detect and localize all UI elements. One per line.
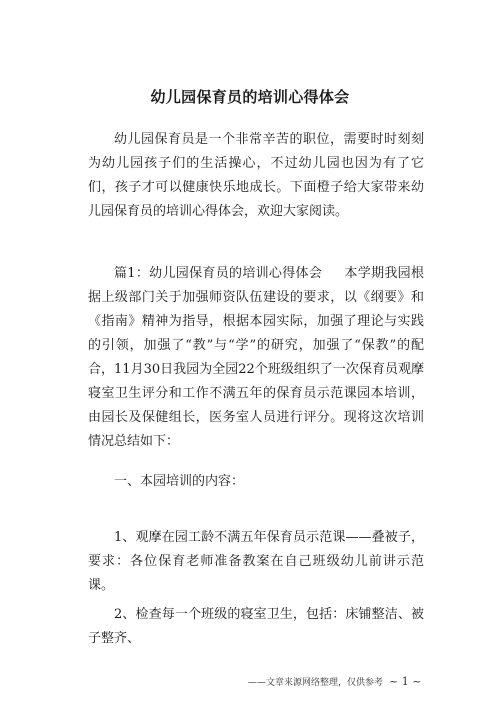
page-number: ~ 1 ~ — [389, 675, 422, 688]
footer-source-note: ——文章来源网络整理，仅供参考 — [248, 678, 384, 688]
section-paragraph — [88, 262, 424, 454]
page-footer — [248, 675, 468, 688]
intro-paragraph: 幼儿园保育员是一个非常辛苦的职位，需要时时刻刻为幼儿园孩子们的生活操心，不过幼儿园也因为有了它们，孩子才可以健康快乐地成长。下面橙子给大家带来幼儿园保育员的培训心得体会，欢迎大家阅读。 — [88, 132, 424, 219]
section-body: 本学期我园根据上级部门关于加强师资队伍建设的要求，以《纲要》和《指南》精神为指导，根据本园实际，加强了理论与实践的引领，加强了“教”与“学”的研究，加强了“保教”的配合，11月30日我园为全园22个班级组织了一次保育员观摩寝室卫生评分和工作不满五年的保育员示范课园本培训，由园长及保健组长，医务室人员进行评分。现将这次培训情况总结如下： — [88, 266, 424, 449]
item-heading: 一、本园培训的内容： — [114, 474, 245, 489]
list-item-2: 2、检查每一个班级的寝室卫生，包括：床铺整洁、被子整齐、 — [88, 607, 424, 646]
document-title: 幼儿园保育员的培训心得体会 — [150, 88, 350, 106]
list-item-1: 1、观摩在园工龄不满五年保育员示范课——叠被子，要求：各位保育老师准备教案在自己班级幼儿前讲示范课。 — [88, 530, 424, 593]
section-heading: 篇1：幼儿园保育员的培训心得体会 — [114, 266, 323, 281]
